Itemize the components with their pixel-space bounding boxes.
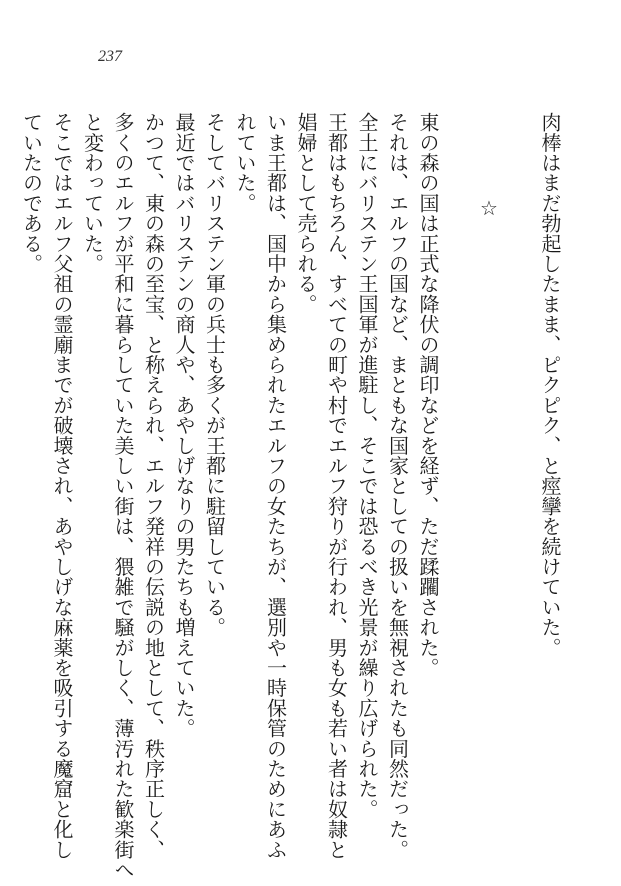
blank-line [504, 112, 535, 827]
text-line-14: かつて、東の森の至宝、と称えられ、エルフ発祥の伝説の地として、秩序正しく、 [141, 112, 166, 860]
text-line-17: そこではエルフ父祖の霊廟までが破壊され、あやしげな麻薬を吸引する魔窟と化し [50, 112, 74, 860]
text-line-11: れていた。 [233, 112, 257, 213]
text-line-6: それは、エルフの国など、まともな国家としての扱いを無視されたも同然だった。 [385, 112, 410, 860]
vertical-body-text [16, 112, 565, 880]
text-line-7: 全土にバリステン王国軍が進駐し、そこでは恐るべき光景が繰り広げられた。 [355, 112, 379, 819]
text-line-16: と変わっていた。 [80, 112, 105, 274]
text-line-9: 娼婦として売られる。 [294, 112, 318, 314]
text-line-1: 肉棒はまだ勃起したまま、ピクピク、と痙攣を続けていた。 [538, 112, 562, 658]
text-line-10: いま王都は、国中から集められたエルフの女たちが、選別や一時保管のためにあふ [263, 112, 288, 860]
text-line-13: 最近ではバリステンの商人や、あやしげなりの男たちも増えていた。 [172, 112, 196, 739]
text-line-18: ていたのである。 [19, 112, 44, 274]
text-line-5: 東の森の国は正式な降伏の調印などを経ず、ただ蹂躙された。 [416, 112, 440, 678]
text-line-12: そしてバリステン軍の兵士も多くが王都に駐留している。 [202, 112, 227, 638]
text-line-8: 王都はもちろん、すべての町や村でエルフ狩りが行われ、男も女も若い者は奴隷と [324, 112, 349, 860]
page-number: 237 [98, 48, 122, 65]
text-line-15: 多くのエルフが平和に暮らしていた美しい街は、猥雑で騒がしく、薄汚れた歓楽街へ [111, 112, 135, 880]
section-break-star: ☆ [477, 196, 501, 221]
blank-line [443, 112, 474, 827]
